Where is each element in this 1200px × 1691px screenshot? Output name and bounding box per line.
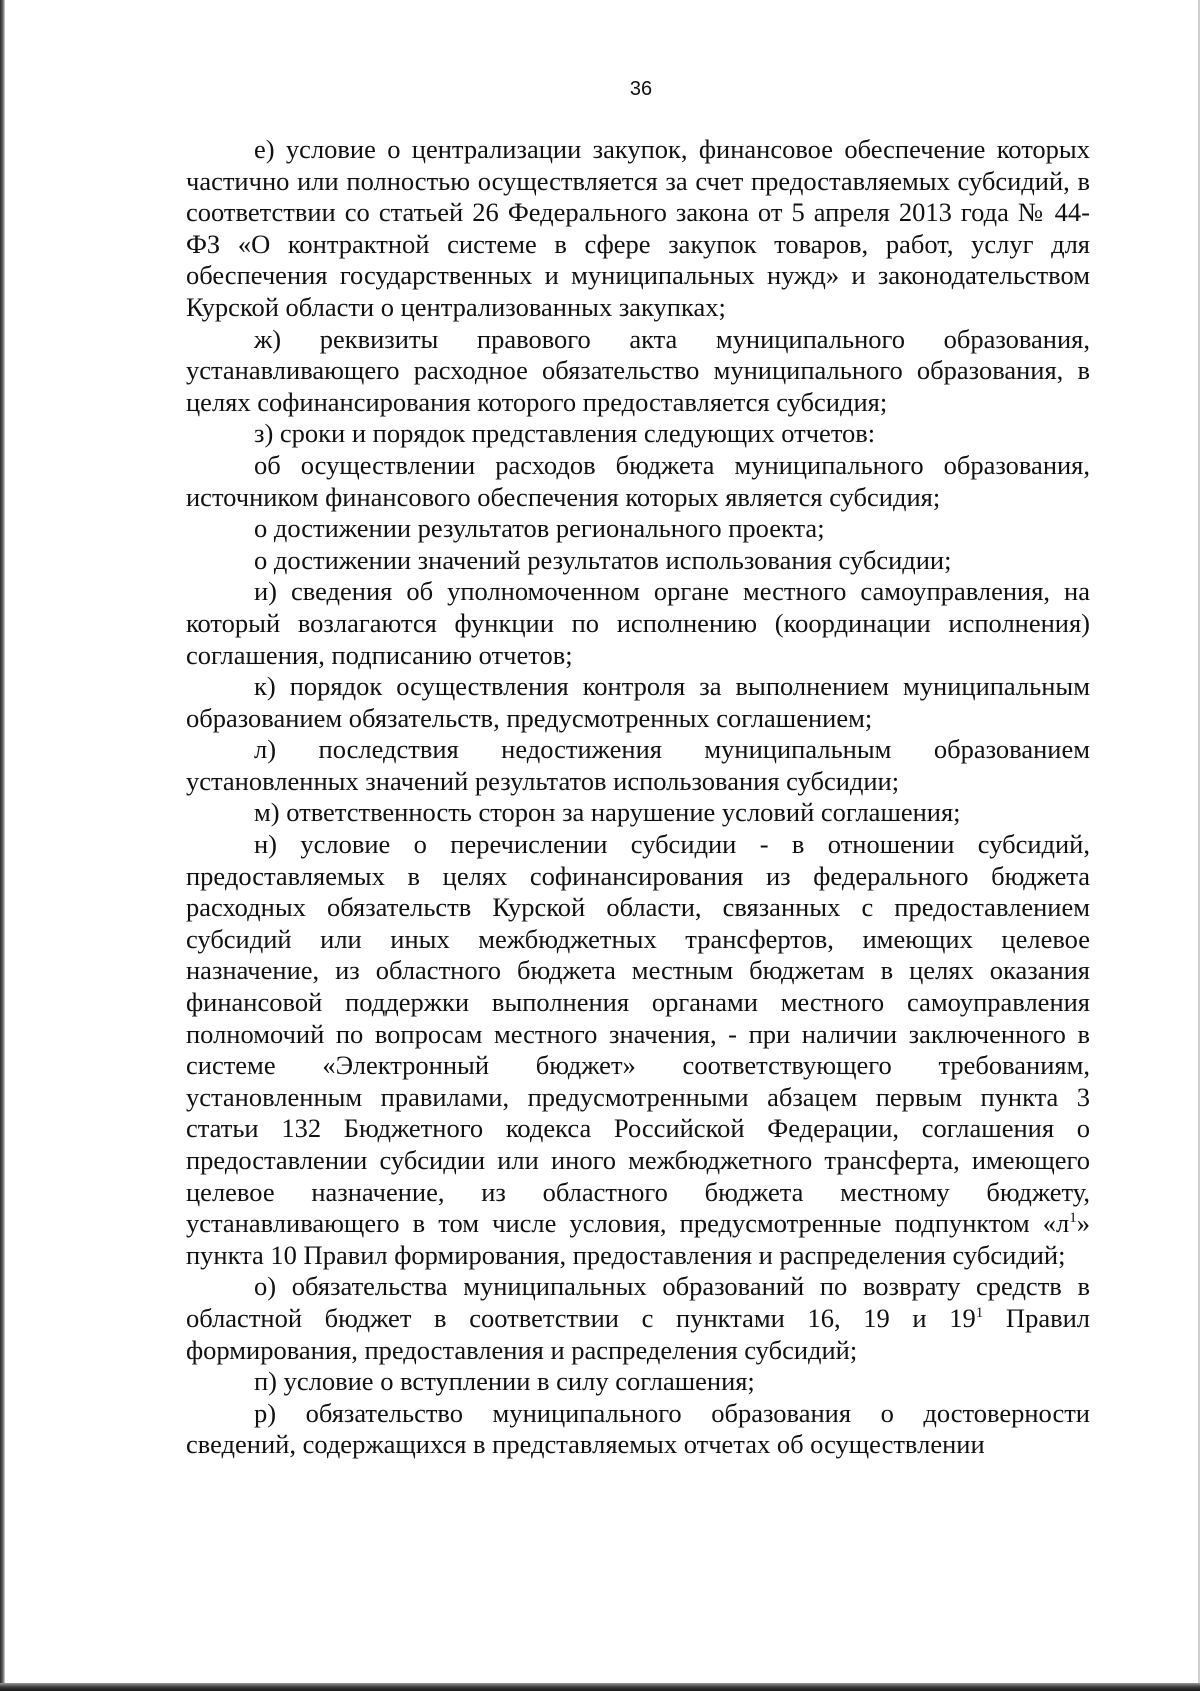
paragraph-k: к) порядок осуществления контроля за выполнением муниципальным образованием обязательств, предусмотренных соглашением;	[186, 671, 1090, 733]
scan-edge-bottom	[0, 1683, 1200, 1691]
paragraph-m: м) ответственность сторон за нарушение условий соглашения;	[254, 797, 961, 828]
paragraph-n-text-a: н) условие о перечислении субсидии - в отношении субсидий, предоставляемых в целях софинансирования из федерального бюджета расходных обязательств Курской области, связанных с предоставлением субсидий или иных межбюджетных трансфертов, имеющих целевое назначение, из областного бюджета местным бюджетам в целях оказания финансовой поддержки выполнения органами местного самоуправления полномочий по вопросам местного значения, - при наличии заключенного в системе «Электронный бюджет» соответствующего требованиям, установленным правилами, предусмотренными абзацем первым пункта 3 статьи 132 Бюджетного кодекса Российской Федерации, соглашения о предоставлении субсидии или иного межбюджетного трансферта, имеющего целевое назначение, из областного бюджета местному бюджету, устанавливающего в том числе условия, предусмотренные подпунктом «л	[186, 829, 1090, 1239]
paragraph-p: п) условие о вступлении в силу соглашения;	[254, 1366, 755, 1397]
paragraph-l: л) последствия недостижения муниципальным образованием установленных значений результатов использования субсидии;	[186, 734, 1090, 796]
paragraph-o	[186, 1271, 1090, 1366]
paragraph-n	[186, 829, 1090, 1271]
paragraph-n-text-b: » пункта 10 Правил формирования, предоставления и распределения субсидий;	[186, 1208, 1090, 1270]
paragraph-i: и) сведения об уполномоченном органе местного самоуправления, на который возлагаются функции по исполнению (координации исполнения) соглашения, подписанию отчетов;	[186, 576, 1090, 670]
paragraph-e: е) условие о централизации закупок, финансовое обеспечение которых частично или полностью осуществляется за счет предоставляемых субсидий, в соответствии со статьей 26 Федерального закона от 5 апреля 2013 года № 44-ФЗ «О контрактной системе в сфере закупок товаров, работ, услуг для обеспечения государственных и муниципальных нужд» и законодательством Курской области о централизованных закупках;	[186, 134, 1090, 322]
paragraph-z-reports-project: о достижении результатов регионального проекта;	[254, 513, 825, 544]
scan-edge-left	[0, 0, 5, 1691]
paragraph-z-reports-expenses: об осуществлении расходов бюджета муниципального образования, источником финансового обеспечения которых является субсидия;	[186, 449, 1090, 512]
document-body	[186, 134, 1090, 1461]
paragraph-r: р) обязательство муниципального образования о достоверности сведений, содержащихся в представляемых отчетах об осуществлении	[186, 1397, 1090, 1460]
paragraph-zh: ж) реквизиты правового акта муниципального образования, устанавливающего расходное обязательство муниципального образования, в целях софинансирования которого предоставляется субсидия;	[186, 323, 1090, 417]
paragraph-o-text-b: Правил формирования, предоставления и распределения субсидий;	[186, 1302, 1090, 1365]
page-number: 36	[629, 78, 653, 100]
paragraph-z: з) сроки и порядок представления следующих отчетов:	[254, 418, 876, 449]
superscript-mark: 1	[975, 1304, 984, 1321]
superscript-mark: 1	[1069, 1210, 1077, 1227]
paragraph-z-reports-values: о достижении значений результатов использования субсидии;	[254, 544, 952, 575]
paragraph-o-text-a: о) обязательства муниципальных образований по возврату средств в областной бюджет в соответствии с пунктами 16, 19 и 19	[186, 1271, 1090, 1333]
